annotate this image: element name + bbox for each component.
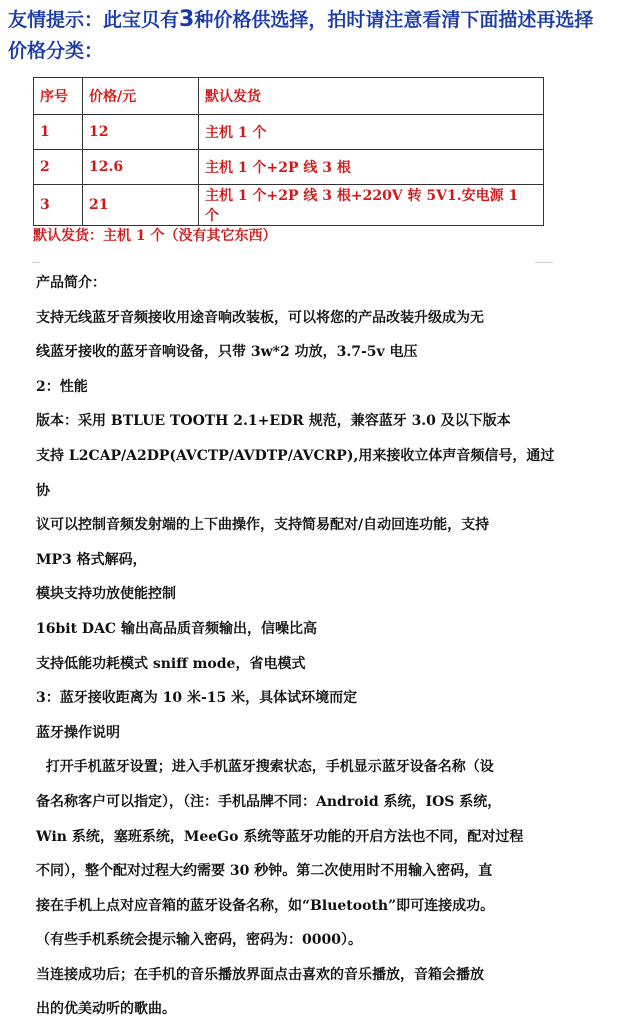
description-line: 出的优美动听的歌曲。: [36, 1001, 176, 1018]
description-line: 打开手机蓝牙设置；进入手机蓝牙搜索状态，手机显示蓝牙设备名称（设: [36, 759, 494, 776]
notice-prefix: 友情提示：此宝贝有: [8, 9, 180, 31]
description-line: 模块支持功放使能控制: [36, 586, 176, 603]
notice-suffix: 种价格供选择，拍时请注意看清下面描述再选择价格分类：: [8, 9, 594, 62]
description-line: 当连接成功后；在手机的音乐播放界面点击喜欢的音乐播放，音箱会播放: [36, 966, 484, 983]
row-index: 3: [34, 185, 83, 226]
description-line: 版本：采用 BTLUE TOOTH 2.1+EDR 规范，兼容蓝牙 3.0 及以下版本: [36, 413, 511, 430]
row-index: 1: [34, 115, 83, 150]
row-index: 2: [34, 150, 83, 185]
description-line: 支持低能功耗模式 sniff mode，省电模式: [36, 655, 306, 672]
notice-heading: [8, 4, 612, 67]
divider-left: [32, 262, 40, 263]
row-shipment: 主机 1 个+2P 线 3 根+220V 转 5V1.安电源 1 个: [199, 185, 544, 226]
description-line: （有些手机系统会提示输入密码，密码为：0000）。: [36, 932, 362, 949]
product-description: [36, 266, 556, 1027]
description-line: 支持无线蓝牙音频接收用途音响改装板，可以将您的产品改装升级成为无: [36, 309, 484, 326]
row-price: 12.6: [83, 150, 199, 185]
table-row: [34, 150, 544, 185]
row-shipment: 主机 1 个: [199, 115, 544, 150]
table-row: [34, 185, 544, 226]
row-price: 21: [83, 185, 199, 226]
table-row: [34, 115, 544, 150]
description-line: 议可以控制音频发射端的上下曲操作，支持简易配对/自动回连功能，支持: [36, 517, 490, 534]
description-line: 16bit DAC 输出高品质音频输出，信噪比高: [36, 620, 317, 637]
description-line: 2：性能: [36, 378, 88, 395]
description-line: 接在手机上点对应音箱的蓝牙设备名称，如“Bluetooth”即可连接成功。: [36, 897, 495, 914]
description-line: 备名称客户可以指定），（注：手机品牌不同：Android 系统，IOS 系统，: [36, 793, 502, 810]
row-price: 12: [83, 115, 199, 150]
description-line: 3：蓝牙接收距离为 10 米-15 米，具体试环境而定: [36, 690, 358, 707]
divider-right: [535, 262, 553, 263]
row-shipment: 主机 1 个+2P 线 3 根: [199, 150, 544, 185]
description-line: 蓝牙操作说明: [36, 724, 120, 741]
description-line: 支持 L2CAP/A2DP(AVCTP/AVDTP/AVCRP),用来接收立体声音频信号，通过协: [36, 447, 555, 499]
default-shipment-note: 默认发货：主机 1 个（没有其它东西）: [33, 228, 277, 244]
header-cell-shipment: 默认发货: [199, 78, 544, 115]
description-line: 线蓝牙接收的蓝牙音响设备，只带 3w*2 功放，3.7-5v 电压: [36, 344, 418, 361]
table-header-row: [34, 78, 544, 115]
price-table: [33, 77, 544, 226]
description-line: MP3 格式解码，: [36, 551, 147, 568]
header-cell-index: 序号: [34, 78, 83, 115]
description-line: 产品简介：: [36, 275, 106, 291]
description-line: 不同），整个配对过程大约需要 30 秒钟。第二次使用时不用输入密码，直: [36, 863, 493, 880]
header-cell-price: 价格/元: [83, 78, 199, 115]
description-line: Win 系统，塞班系统，MeeGo 系统等蓝牙功能的开启方法也不同，配对过程: [36, 828, 524, 845]
notice-count: 3: [179, 7, 195, 32]
